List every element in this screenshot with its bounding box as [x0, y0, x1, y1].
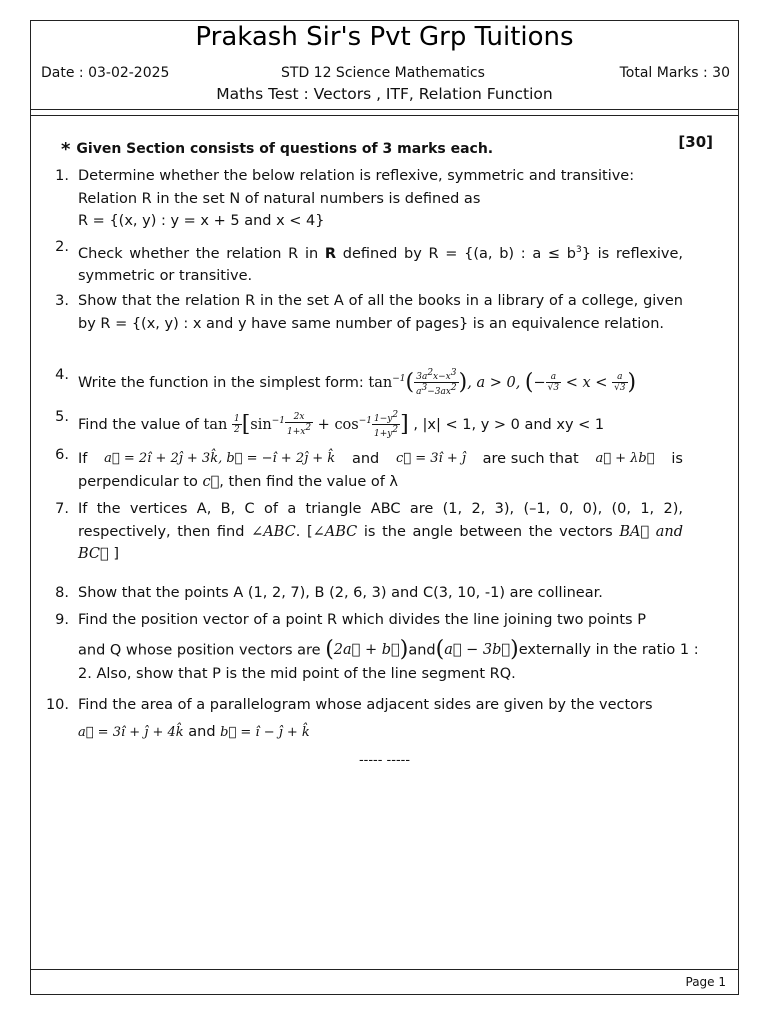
header-divider-1: [31, 109, 738, 110]
footer-divider: [31, 969, 738, 970]
page-number: Page 1: [685, 975, 726, 989]
test-subtitle: Maths Test : Vectors , ITF, Relation Function: [216, 85, 553, 103]
section-marks: [30]: [678, 133, 713, 151]
section-heading: * Given Section consists of questions of 3 marks each.: [61, 139, 494, 160]
question-1: 1. Determine whether the below relation is reflexive, symmetric and transitive: Relation R in the set N of natural numbers is defined as R = {(x, y) : y = x + 5 and x < 4}: [55, 168, 635, 229]
institute-title: Prakash Sir's Pvt Grp Tuitions: [195, 22, 574, 52]
formula-q4: $\tan^{-1}$( $\frac{3a^2x-x^3}{a^3-3ax^2}$ ), a > 0, (− $\frac{a}{√3}$ < x < $\frac{a}{√3}$ ): [368, 368, 637, 398]
test-date: Date : 03-02-2025: [41, 65, 170, 81]
formula-q5: tan $\frac{1}{2}$ [$\sin^{-1}$ $\frac{2x}{1+x^2}$ + $\cos^{-1}$ $\frac{1-y^2}{1+y^2}$ ]: [203, 410, 409, 440]
question-9: 9. Find the position vector of a point R which divides the line joining two points P and Q whose position vectors are (2a⃗ + b⃗)and(a⃗ − 3b⃗) externally in the ratio 1 : 2. Also, show that P is the mid point of the line segment RQ.: [55, 612, 699, 683]
end-marker: ----- -----: [358, 753, 411, 768]
header-divider-2: [31, 115, 738, 116]
page-frame: Prakash Sir's Pvt Grp Tuitions Date : 03-02-2025 STD 12 Science Mathematics Total Marks : 30 Maths Test : Vectors , ITF, Relation Function * Given Section consists of questions of 3 marks each. [30] 1. Determine whether the below relation is reflexive, symmetric and transitive: Relation R in the set N of natural numbers is defined as R = {(x, y) : y = x + 5 and x < 4} 2. Check whether the relation R in R defined by R = {(a, b) : $a \le b^3$} is reflexive, symmetric or transitive. 3. Show that the relation R in the set A of all the books in a library of a college, given by R = {(x, y) : x and y have same number of pages} is an equivalence relation. 4. Write the function in the simplest form: $\tan^{-1}$( $\frac{3a^2x-x^3}{a^3-3ax^2}$ ), a > 0, (− $\frac{a}{√3}$ < x < $\frac{a}{√3}$ ) 5. Find the value of tan $\frac{1}{2}$ [$\sin^{-1}$ $\frac{2x}{1+x^2}$ + $\cos^{-1}$ $\frac{1-y^2}{1+y^2}$ ] , |x| < 1, y > 0 and xy < 1 6. If a⃗ = 2î + 2ĵ + 3k̂, b⃗ = −î + 2ĵ + k̂ and c⃗ = 3î + ĵ are such that a⃗ + λb⃗ is perpendicular to c⃗, then find the value of λ 7. If the vertices A, B, C of a triangle ABC are (1, 2, 3), (–1, 0, 0), (0, 1, 2), respectively, then find ∠ABC. [∠ABC is the angle between the vectors BA⃗ and BC⃗ ] 8. Show that the points A (1, 2, 7), B (2, 6, 3) and C(3, 10, -1) are collinear. 9. Find the position vector of a point R which divides the line joining two points P and Q whose position vectors are (2a⃗ + b⃗)and(a⃗ − 3b⃗) externally in the ratio 1 : 2. Also, show that P is the mid point of the line segment RQ. 10. Find the area of a parallelogram whose adjacent sides are given by the vectors a⃗ = 3î + ĵ + 4k̂ and b⃗ = î − ĵ + k̂ ----- ----- Page 1: [30, 20, 739, 995]
star-bullet: *: [61, 139, 71, 160]
total-marks: Total Marks : 30: [619, 65, 730, 81]
class-subject: STD 12 Science Mathematics: [281, 65, 485, 81]
